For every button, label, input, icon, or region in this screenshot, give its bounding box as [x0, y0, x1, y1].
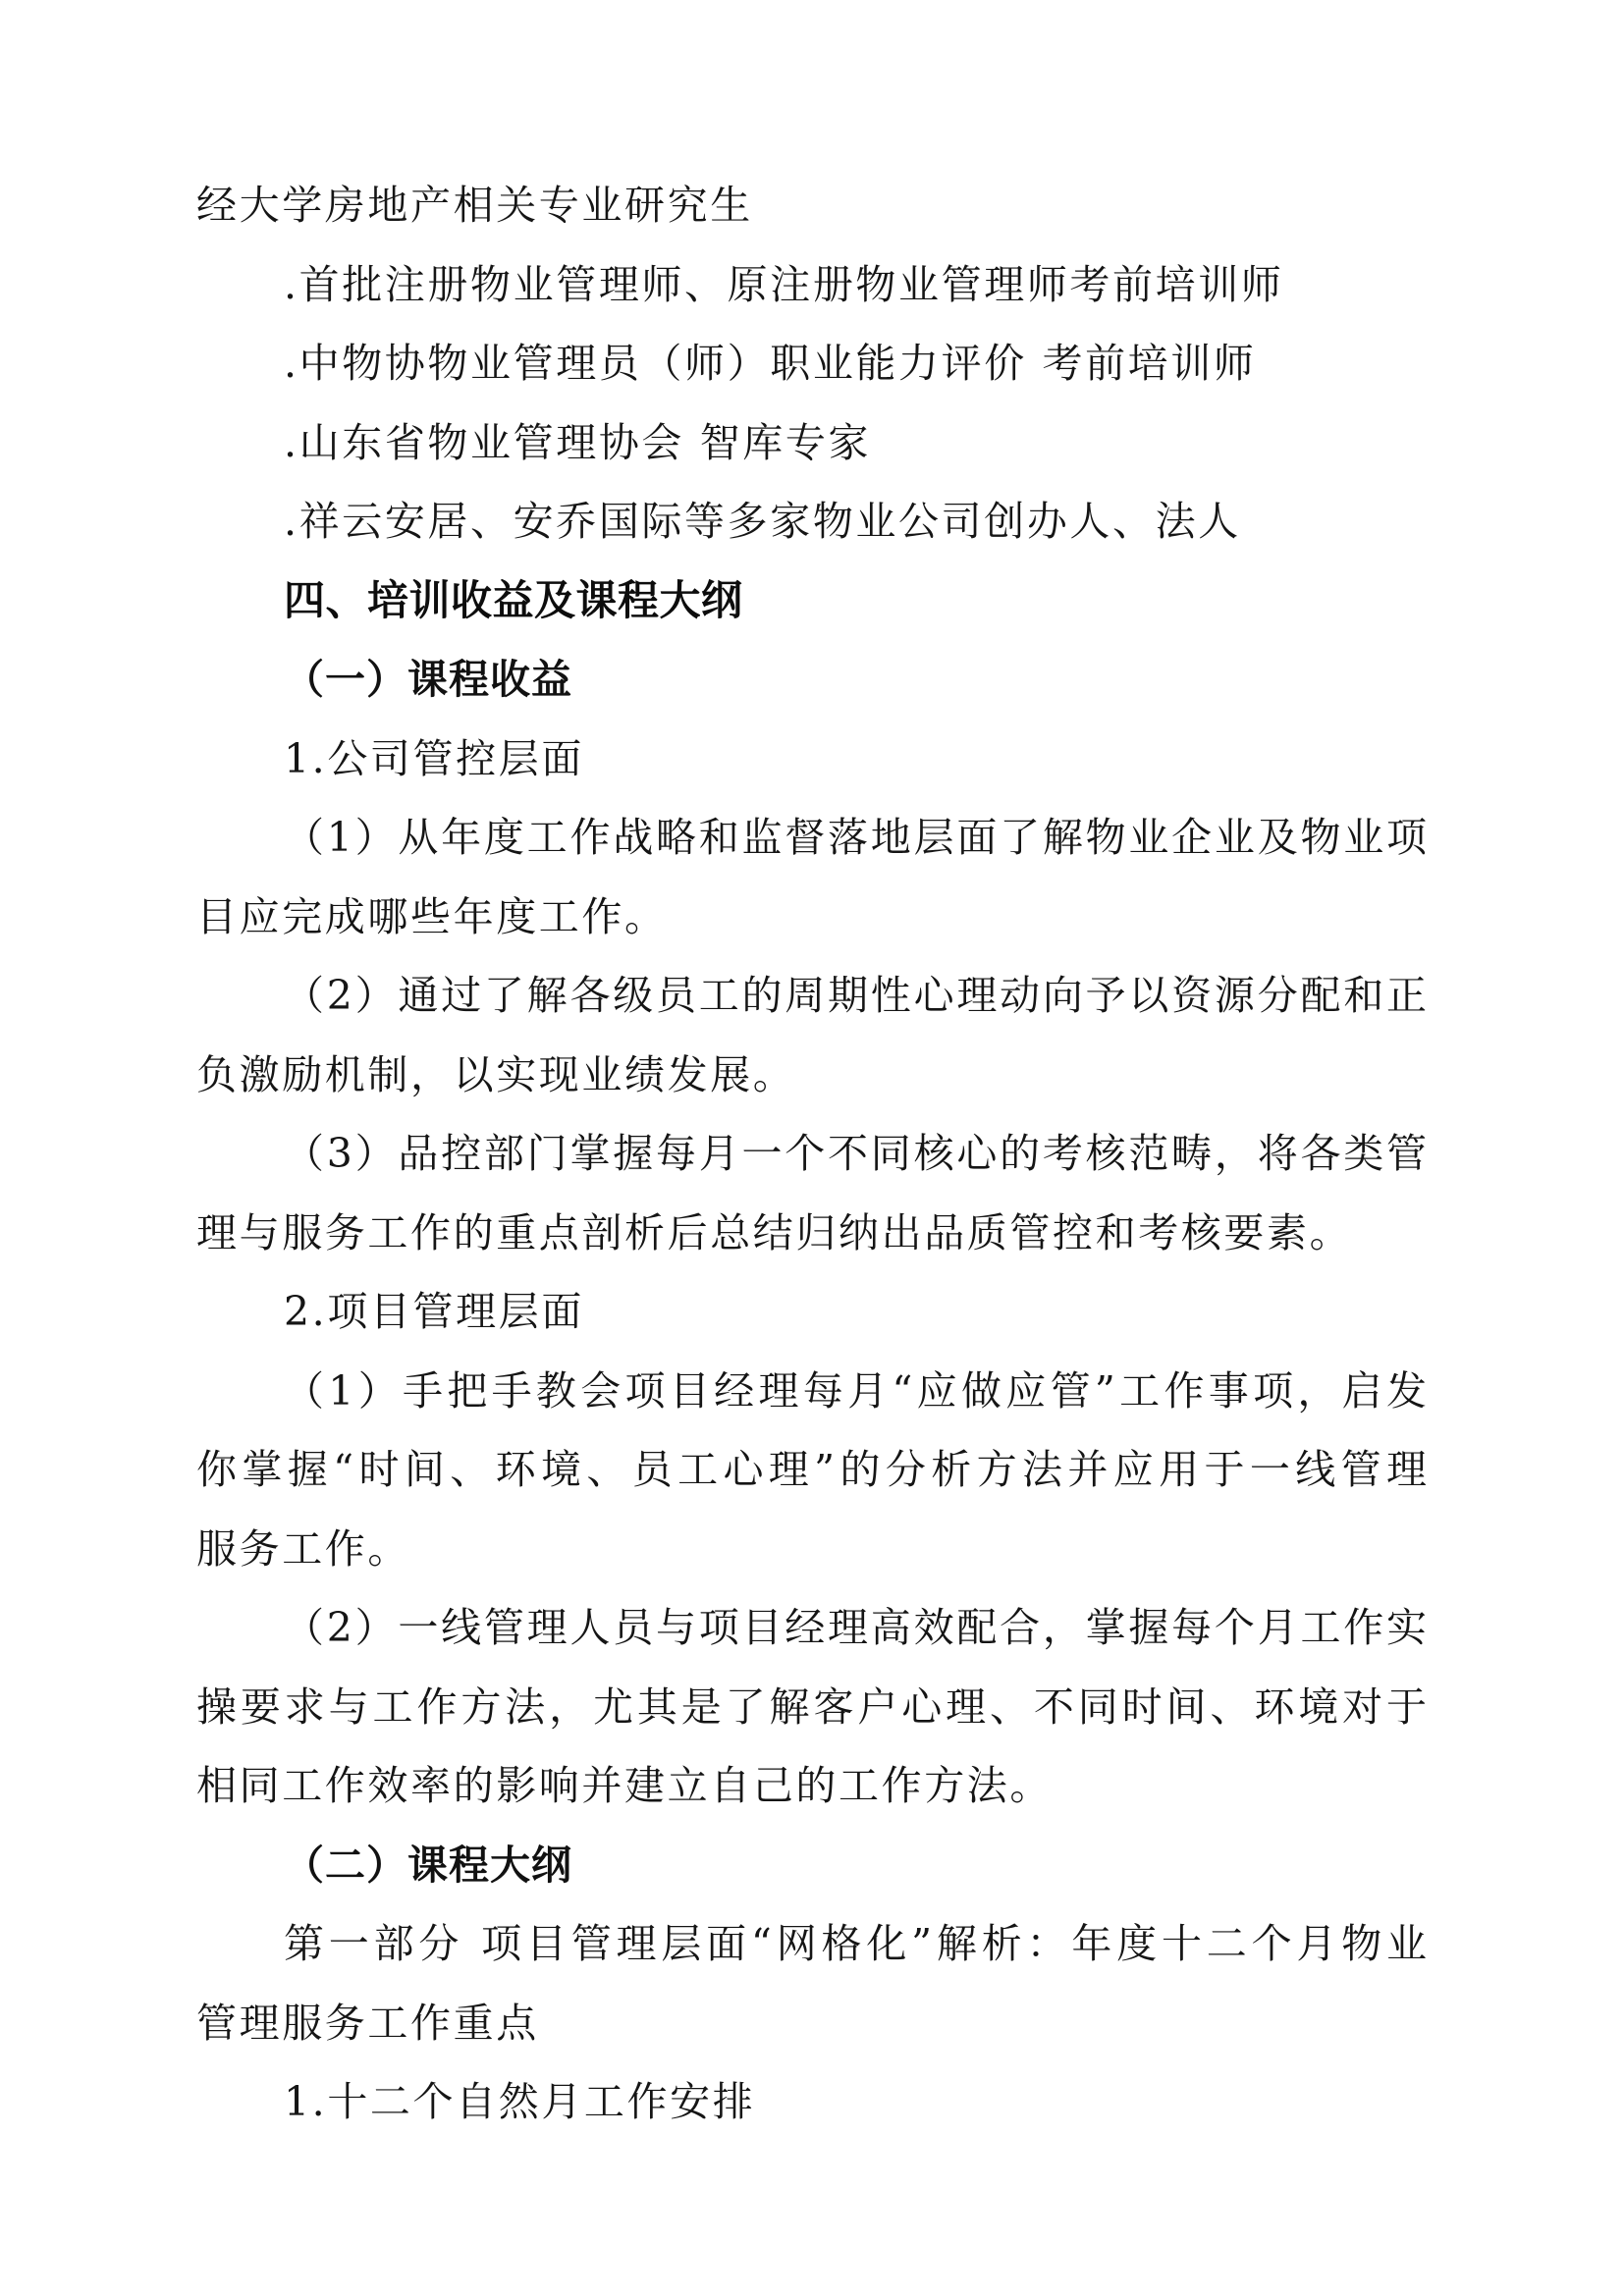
outline-item: 1.十二个自然月工作安排: [284, 2078, 756, 2125]
benefit-item-line: （2）一线管理人员与项目经理高效配合，掌握每个月工作实: [284, 1604, 1427, 1651]
subsection-heading-outline: （二）课程大纲: [284, 1842, 572, 1889]
benefit-item-line: （1）手把手教会项目经理每月“应做应管”工作事项，启发: [284, 1367, 1427, 1415]
outline-part-title: 第一部分 项目管理层面“网格化”解析：年度十二个月物业: [284, 1920, 1427, 1967]
benefit-item-line: 服务工作。: [196, 1525, 410, 1573]
credential-item: .中物协物业管理员（师）职业能力评价 考前培训师: [284, 340, 1257, 387]
subsection-heading-benefits: （一）课程收益: [284, 656, 572, 703]
benefit-category-company: 1.公司管控层面: [284, 735, 584, 782]
credential-item: .首批注册物业管理师、原注册物业管理师考前培训师: [284, 261, 1284, 308]
benefit-item-line: （1）从年度工作战略和监督落地层面了解物业企业及物业项: [284, 814, 1427, 861]
benefit-item-line: 目应完成哪些年度工作。: [196, 893, 668, 940]
benefit-item-line: 你掌握“时间、环境、员工心理”的分析方法并应用于一线管理: [196, 1446, 1427, 1493]
section-heading: 四、培训收益及课程大纲: [284, 576, 743, 624]
bio-continuation: 经大学房地产相关专业研究生: [196, 182, 753, 229]
benefit-category-project: 2.项目管理层面: [284, 1288, 584, 1335]
credential-item: .山东省物业管理协会 智库专家: [284, 419, 872, 466]
benefit-item-line: 操要求与工作方法，尤其是了解客户心理、不同时间、环境对于: [196, 1683, 1427, 1731]
benefit-item-line: 负激励机制，以实现业绩发展。: [196, 1051, 796, 1098]
benefit-item-line: （3）品控部门掌握每月一个不同核心的考核范畴，将各类管: [284, 1130, 1427, 1177]
benefit-item-line: 理与服务工作的重点剖析后总结归纳出品质管控和考核要素。: [196, 1209, 1353, 1256]
outline-part-title: 管理服务工作重点: [196, 2000, 539, 2047]
benefit-item-line: （2）通过了解各级员工的周期性心理动向予以资源分配和正: [284, 972, 1427, 1019]
benefit-item-line: 相同工作效率的影响并建立自己的工作方法。: [196, 1762, 1053, 1809]
credential-item: .祥云安居、安乔国际等多家物业公司创办人、法人: [284, 498, 1241, 545]
